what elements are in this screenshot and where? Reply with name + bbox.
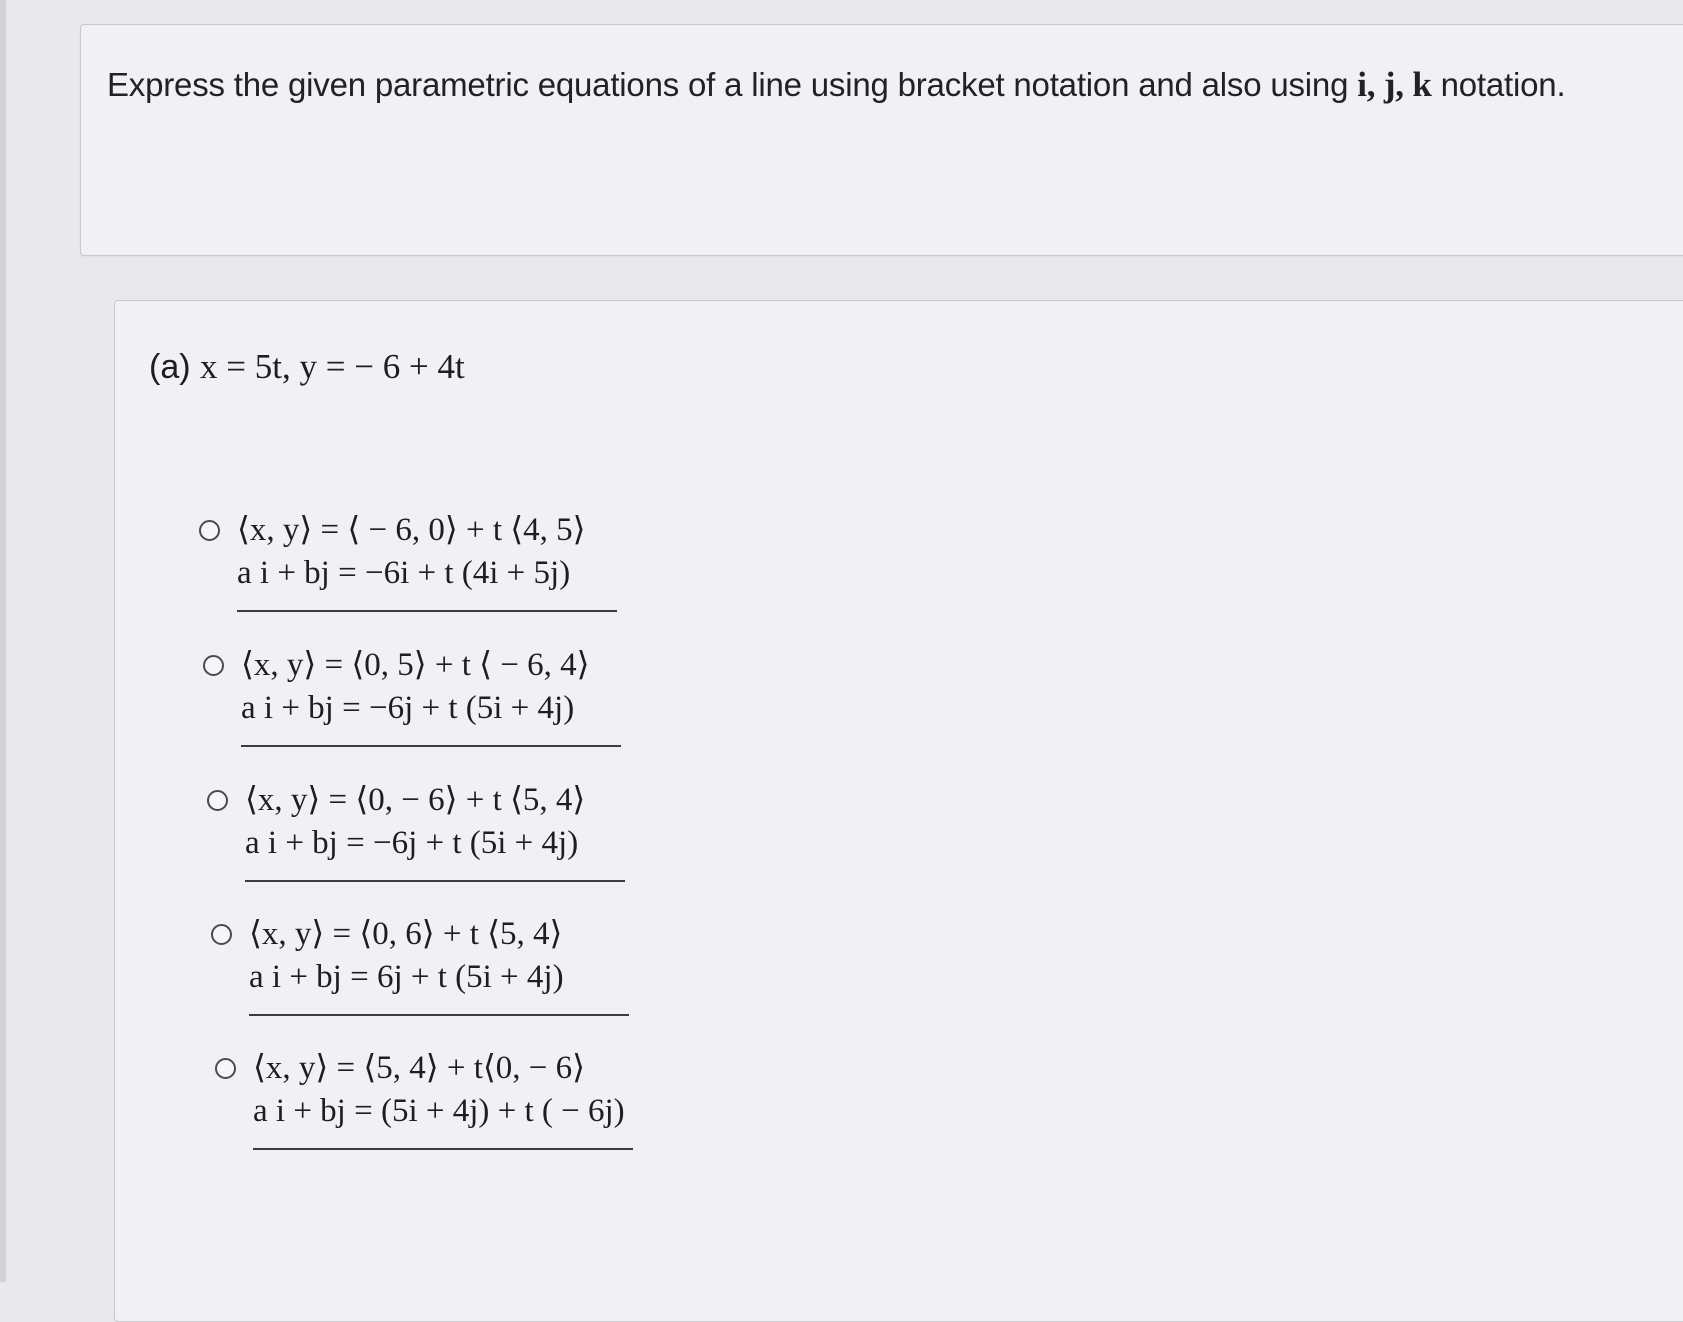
radio-button-icon[interactable] xyxy=(199,520,220,541)
part-a-label: (a) xyxy=(149,348,191,386)
option-1-ij: a i + bj = −6i + t (4i + 5j) xyxy=(237,555,571,591)
radio-button-icon[interactable] xyxy=(211,924,232,945)
option-4-ij: a i + bj = 6j + t (5i + 4j) xyxy=(249,959,564,995)
option-5-divider xyxy=(253,1148,633,1150)
radio-button-icon[interactable] xyxy=(207,790,228,811)
question-card xyxy=(80,24,1683,256)
screen-edge xyxy=(0,0,6,1282)
question-suffix: notation. xyxy=(1431,66,1566,103)
question-ijk: i, j, k xyxy=(1357,65,1432,104)
radio-button-icon[interactable] xyxy=(203,655,224,676)
option-3-divider xyxy=(245,880,625,882)
radio-button-icon[interactable] xyxy=(215,1058,236,1079)
question-text xyxy=(107,65,1565,105)
option-4-divider xyxy=(249,1014,629,1016)
option-4-bracket: ⟨x, y⟩ = ⟨0, 6⟩ + t ⟨5, 4⟩ xyxy=(249,916,563,952)
option-1-divider xyxy=(237,610,617,612)
option-2-ij: a i + bj = −6j + t (5i + 4j) xyxy=(241,690,575,726)
option-1-bracket: ⟨x, y⟩ = ⟨ − 6, 0⟩ + t ⟨4, 5⟩ xyxy=(237,512,586,548)
part-a-equation: x = 5t, y = − 6 + 4t xyxy=(200,347,465,386)
part-a-prompt xyxy=(149,347,465,387)
question-prefix: Express the given parametric equations of a line using bracket notation and also using xyxy=(107,66,1358,103)
option-2-bracket: ⟨x, y⟩ = ⟨0, 5⟩ + t ⟨ − 6, 4⟩ xyxy=(241,647,590,683)
option-5-ij: a i + bj = (5i + 4j) + t ( − 6j) xyxy=(253,1093,625,1129)
option-3-bracket: ⟨x, y⟩ = ⟨0, − 6⟩ + t ⟨5, 4⟩ xyxy=(245,782,586,818)
option-3-ij: a i + bj = −6j + t (5i + 4j) xyxy=(245,825,579,861)
option-5-bracket: ⟨x, y⟩ = ⟨5, 4⟩ + t⟨0, − 6⟩ xyxy=(253,1050,585,1086)
answers-card xyxy=(114,300,1683,1322)
option-2-divider xyxy=(241,745,621,747)
